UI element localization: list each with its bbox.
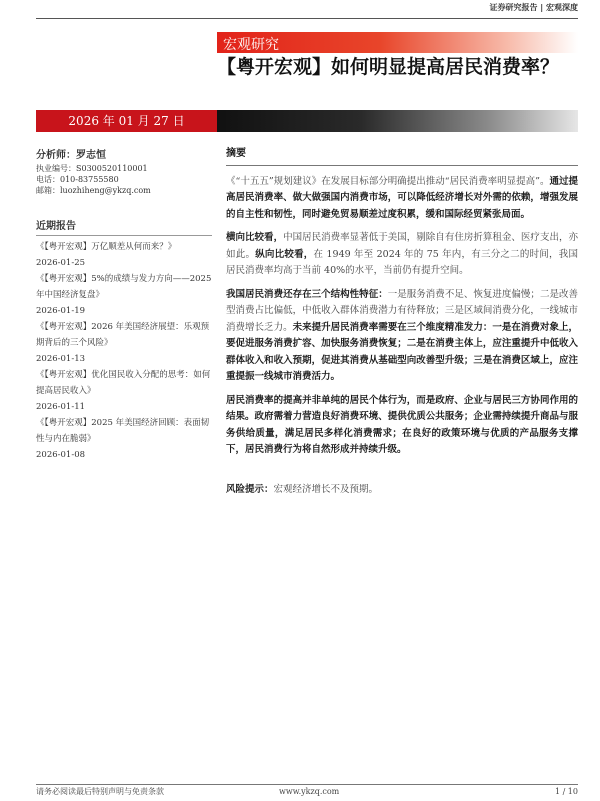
report-type-header: 证券研究报告 | 宏观深度 <box>36 0 578 19</box>
para-emphasis: 居民消费率的提高并非单纯的居民个体行为，而是政府、企业与居民三方协同作用的结果。政府需着力营造良好消费环境、提供优质公共服务；企业需持续提升商品与服务供给质量，满足居民多样化消费需求；在良好的政策环境与优质的产品服务支撑下，居民消费行为将自然形成并持续升级。 <box>226 394 578 455</box>
para-text: 中国居民消费率显著低于美国，剔除自有住房折算租金、医疗支出，亦如此。 <box>226 232 578 260</box>
report-date: 2026-01-13 <box>36 354 86 364</box>
list-item[interactable] <box>36 319 212 367</box>
list-item[interactable] <box>36 239 212 271</box>
risk-warning <box>226 482 578 499</box>
disclaimer-note: 请务必阅读最后特别声明与免责条款 <box>36 787 164 796</box>
analyst-phone: 电话：010-83755580 <box>36 175 119 184</box>
abstract-paragraph-1 <box>226 174 578 224</box>
abstract-paragraph-4 <box>226 393 578 459</box>
recent-reports-heading: 近期报告 <box>36 217 212 236</box>
para-emphasis: 未来提升居民消费率需要在三个维度精准发力：一是在消费对象上，要促进服务消费扩容、加快服务消费恢复；二是在消费主体上，应注重提升中低收入群体收入和收入预期，促进其消费从基础型向改善型升级；三是在消费区域上，应注重提振一线城市消费活力。 <box>226 321 578 382</box>
para-text: 在 1949 年至 2024 年的 75 年内，有三分之二的时间，我国居民消费率均高于当前 40%的水平，当前仍有提升空间。 <box>226 248 578 276</box>
risk-label: 风险提示： <box>226 483 274 495</box>
para-emphasis: 横向比较看， <box>226 232 284 243</box>
para-text: 《“十五五”规划建议》在发展目标部分明确提出推动“居民消费率明显提高”。 <box>226 175 550 187</box>
report-title[interactable]: 《【粤开宏观】万亿顺差从何而来？》 <box>36 242 177 252</box>
abstract-paragraph-2 <box>226 230 578 280</box>
list-item[interactable] <box>36 271 212 319</box>
report-title[interactable]: 《【粤开宏观】2026 年美国经济展望：乐观预期背后的三个风险》 <box>36 322 210 348</box>
decorative-bar <box>217 110 578 132</box>
analyst-email[interactable]: 邮箱：luozhiheng@ykzq.com <box>36 186 151 195</box>
section-band <box>217 32 578 53</box>
para-emphasis: 通过提高居民消费率、做大做强国内消费市场，可以降低经济增长对外需的依赖，增强发展的自主性和韧性，同时避免贸易顺差过度积累，缓和国际经贸紧张局面。 <box>226 175 578 220</box>
abstract-section <box>226 146 578 505</box>
section-label: 宏观研究 <box>223 37 279 53</box>
report-date: 2026-01-08 <box>36 450 86 460</box>
list-item[interactable] <box>36 367 212 415</box>
report-date: 2026-01-11 <box>36 402 86 412</box>
report-date: 2026 年 01 月 27 日 <box>36 110 217 132</box>
report-title[interactable]: 《【粤开宏观】2025 年美国经济回顾：表面韧性与内在脆弱》 <box>36 418 210 444</box>
analyst-license: 执业编号：S0300520110001 <box>36 164 148 173</box>
website-link[interactable]: www.ykzq.com <box>279 787 340 796</box>
abstract-paragraph-3 <box>226 287 578 386</box>
list-item[interactable] <box>36 415 212 463</box>
report-date: 2026-01-19 <box>36 306 86 316</box>
page-number: 1 / 10 <box>554 787 578 796</box>
page-title: 【粤开宏观】如何明显提高居民消费率？ <box>217 56 560 78</box>
para-emphasis: 纵向比较看， <box>255 248 314 260</box>
analyst-name: 分析师：罗志恒 <box>36 150 106 161</box>
report-date: 2026-01-25 <box>36 258 86 268</box>
report-title[interactable]: 《【粤开宏观】优化国民收入分配的思考：如何提高居民收入》 <box>36 370 211 396</box>
para-text: 一是服务消费不足、恢复进度偏慢；二是改善型消费占比偏低，中低收入群体消费潜力有待释放；三是区域间消费分化，一线城市消费增长乏力。 <box>226 288 578 333</box>
sidebar <box>36 146 212 463</box>
abstract-heading: 摘要 <box>226 146 578 166</box>
page-footer <box>36 784 578 801</box>
report-title[interactable]: 《【粤开宏观】5%的成绩与发力方向——2025 年中国经济复盘》 <box>36 274 212 300</box>
risk-text: 宏观经济增长不及预期。 <box>273 483 379 495</box>
para-emphasis: 我国居民消费还存在三个结构性特征： <box>226 288 388 300</box>
